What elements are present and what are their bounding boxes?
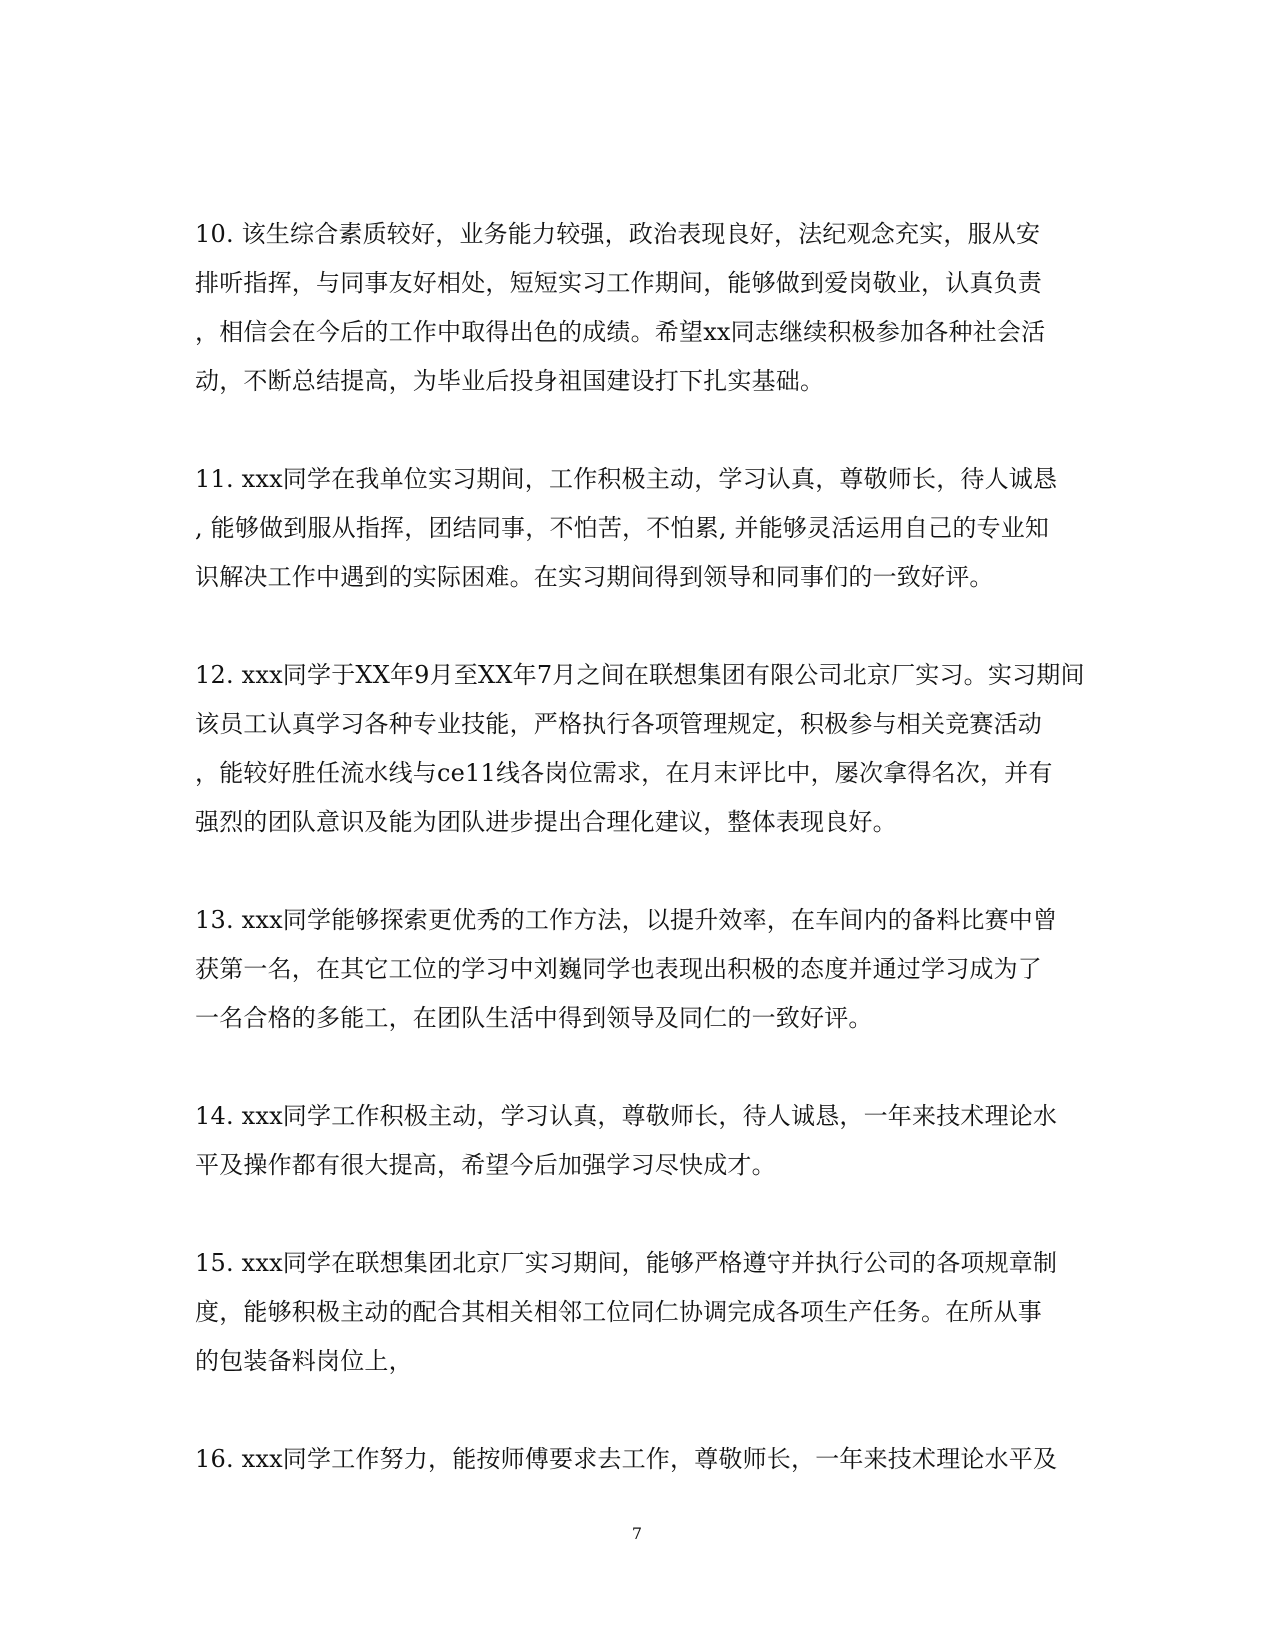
text-line: , 能够做到服从指挥，团结同事，不怕苦，不怕累, 并能够灵活运用自己的专业知 xyxy=(195,514,1050,542)
text-line: 该员工认真学习各种专业技能，严格执行各项管理规定，积极参与相关竞赛活动 xyxy=(195,710,1042,738)
paragraph-15 xyxy=(195,1239,1075,1386)
text-line: 强烈的团队意识及能为团队进步提出合理化建议，整体表现良好。 xyxy=(195,808,897,836)
paragraph-12 xyxy=(195,651,1085,847)
page-number: 7 xyxy=(631,1524,643,1543)
paragraph-16 xyxy=(195,1435,1075,1484)
document-body xyxy=(195,210,1085,1533)
text-line: ，相信会在今后的工作中取得出色的成绩。希望xx同志继续积极参加各种社会活 xyxy=(195,318,1046,346)
text-line: 10. 该生综合素质较好，业务能力较强，政治表现良好，法纪观念充实，服从安 xyxy=(195,220,1041,248)
paragraph-13 xyxy=(195,896,1075,1043)
text-line: 一名合格的多能工，在团队生活中得到领导及同仁的一致好评。 xyxy=(195,1004,873,1032)
text-line: 12. xxx同学于XX年9月至XX年7月之间在联想集团有限公司北京厂实习。实习期间 xyxy=(195,661,1085,689)
paragraph-10 xyxy=(195,210,1075,406)
paragraph-14 xyxy=(195,1092,1075,1190)
paragraph-11 xyxy=(195,455,1075,602)
text-line: 度，能够积极主动的配合其相关相邻工位同仁协调完成各项生产任务。在所从事 xyxy=(195,1298,1042,1326)
text-line: 排听指挥，与同事友好相处，短短实习工作期间，能够做到爱岗敬业，认真负责 xyxy=(195,269,1042,297)
text-line: 16. xxx同学工作努力，能按师傅要求去工作，尊敬师长，一年来技术理论水平及 xyxy=(195,1445,1058,1473)
text-line: 动，不断总结提高，为毕业后投身祖国建设打下扎实基础。 xyxy=(195,367,825,395)
text-line: 的包装备料岗位上， xyxy=(195,1347,413,1375)
text-line: 15. xxx同学在联想集团北京厂实习期间，能够严格遵守并执行公司的各项规章制 xyxy=(195,1249,1058,1277)
text-line: ，能较好胜任流水线与ce11线各岗位需求，在月末评比中，屡次拿得名次，并有 xyxy=(195,759,1053,787)
text-line: 平及操作都有很大提高，希望今后加强学习尽快成才。 xyxy=(195,1151,776,1179)
text-line: 11. xxx同学在我单位实习期间，工作积极主动，学习认真，尊敬师长，待人诚恳 xyxy=(195,465,1058,493)
text-line: 获第一名，在其它工位的学习中刘巍同学也表现出积极的态度并通过学习成为了 xyxy=(195,955,1042,983)
text-line: 14. xxx同学工作积极主动，学习认真，尊敬师长，待人诚恳，一年来技术理论水 xyxy=(195,1102,1058,1130)
text-line: 识解决工作中遇到的实际困难。在实习期间得到领导和同事们的一致好评。 xyxy=(195,563,994,591)
text-line: 13. xxx同学能够探索更优秀的工作方法，以提升效率，在车间内的备料比赛中曾 xyxy=(195,906,1058,934)
